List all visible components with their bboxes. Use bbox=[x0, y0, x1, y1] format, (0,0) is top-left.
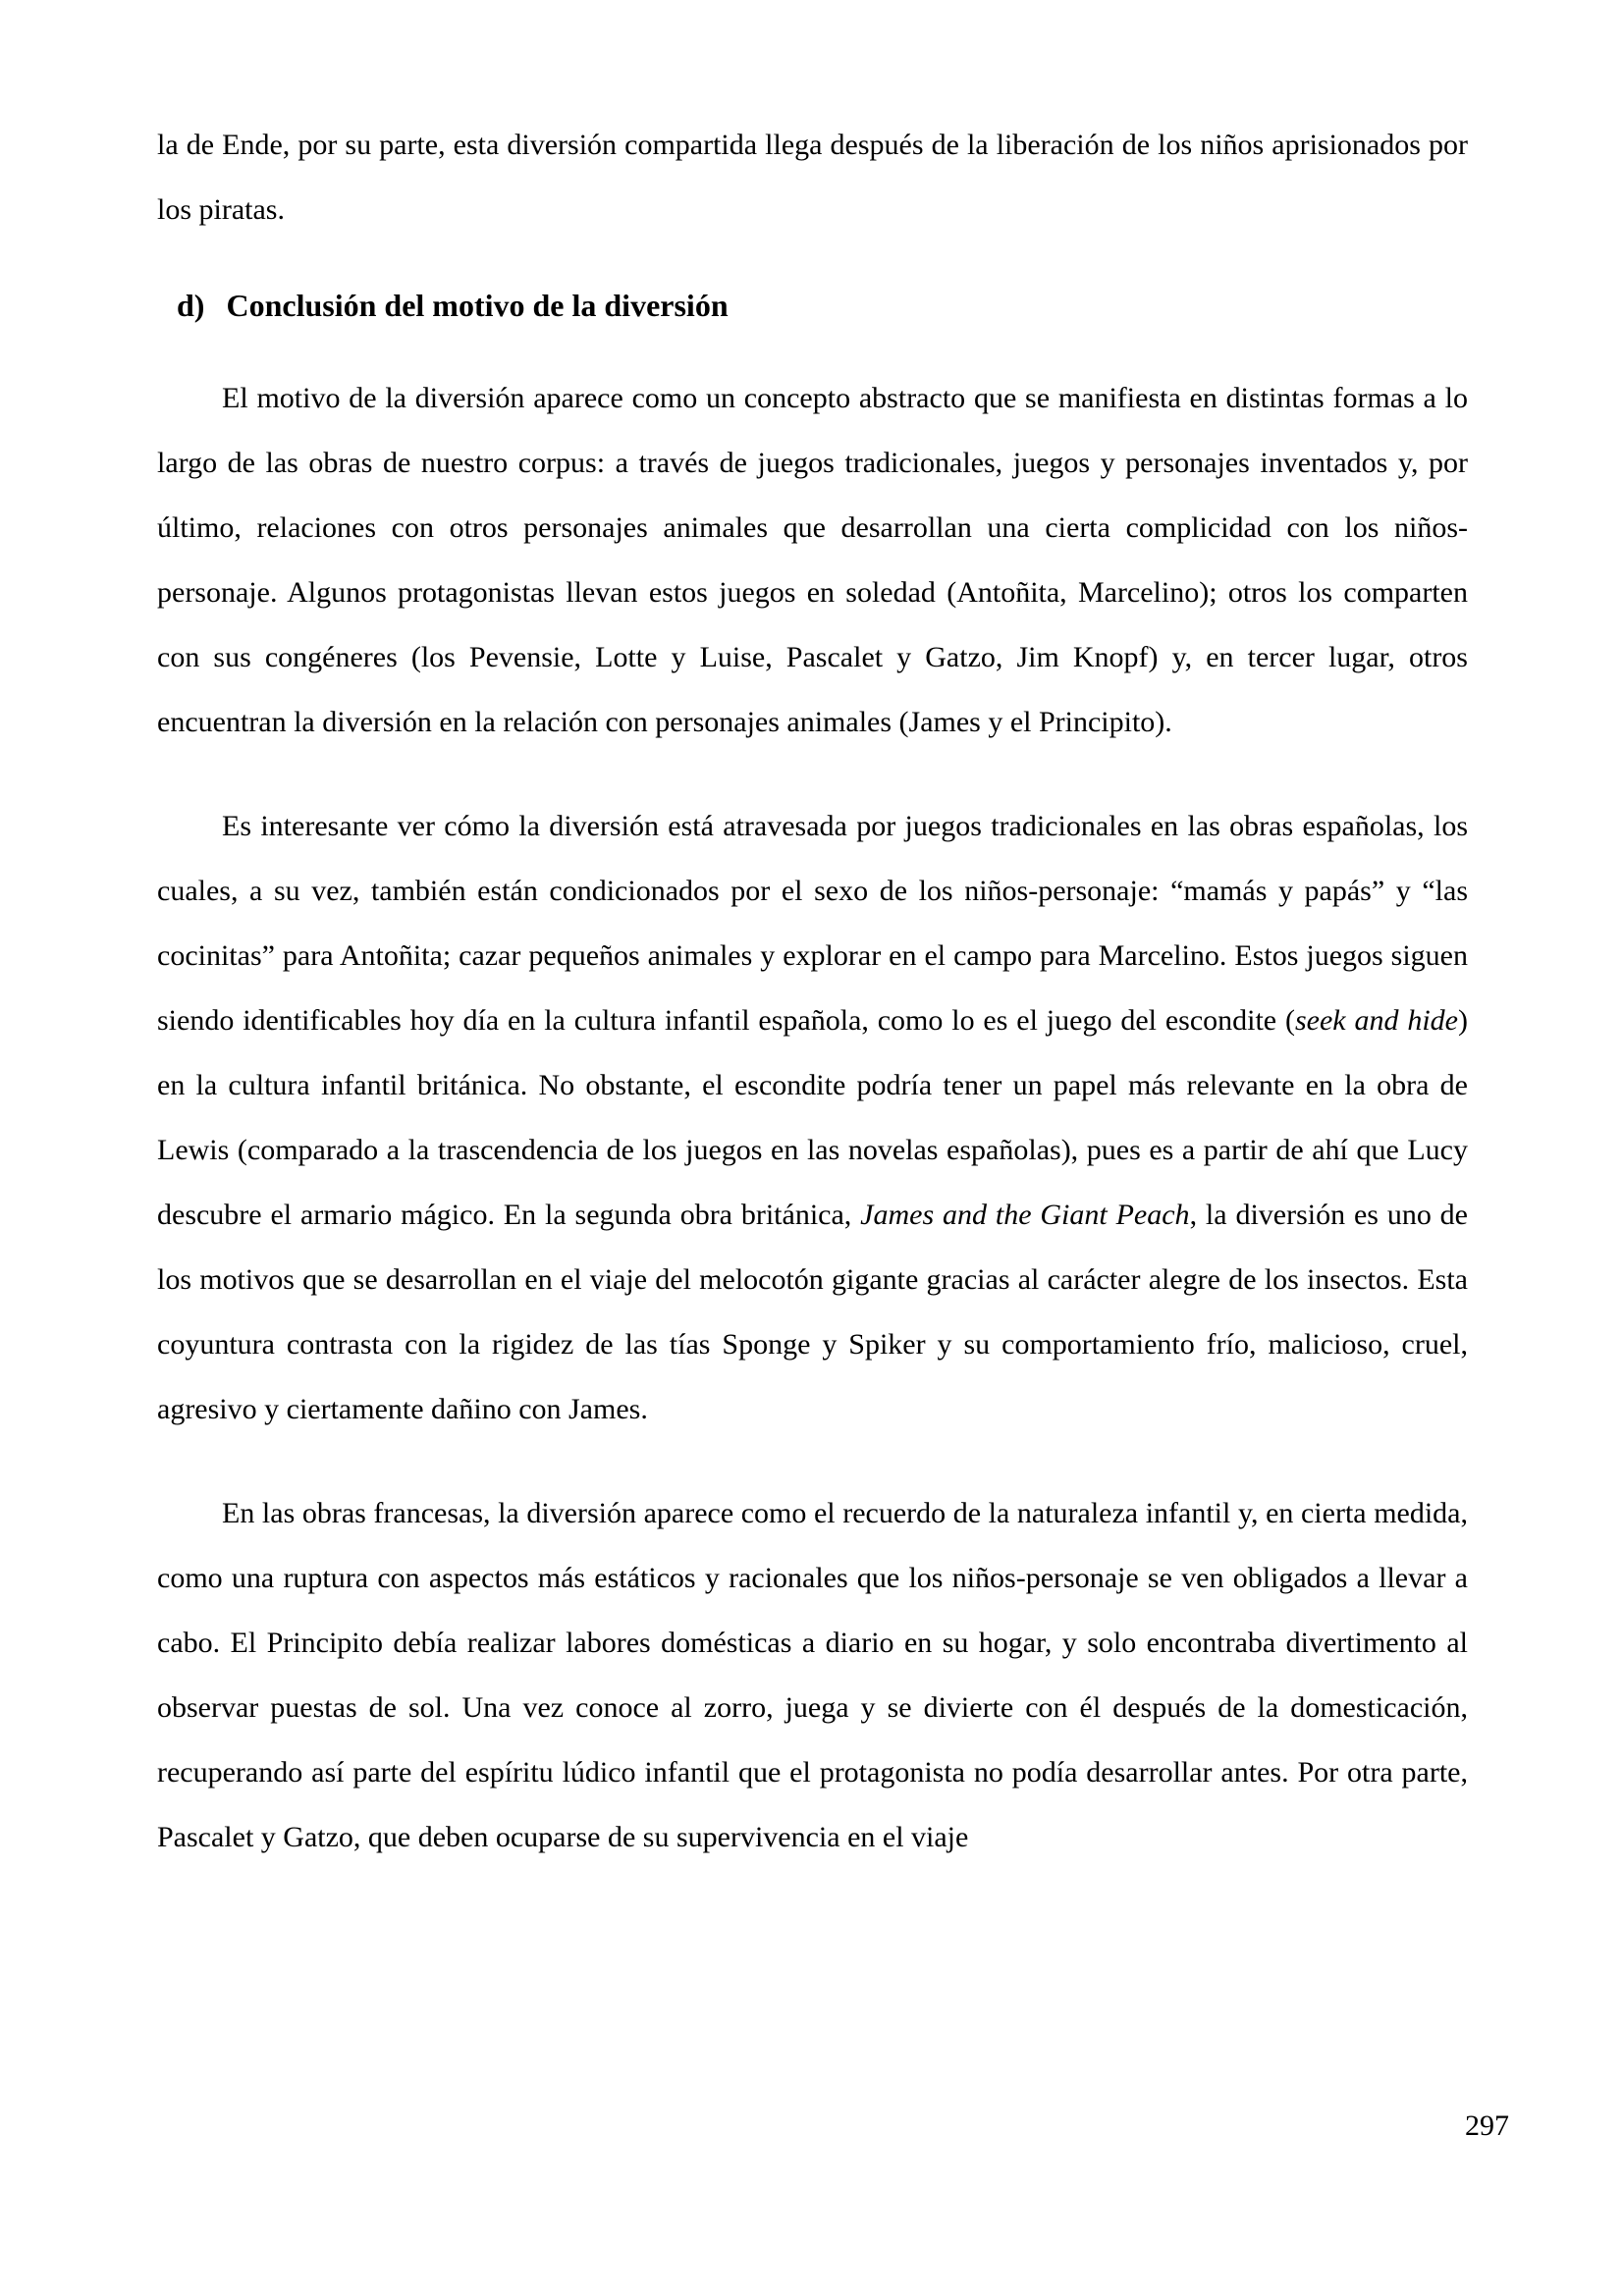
text-segment: En las obras francesas, la diversión aparece como el recuerdo de la naturaleza infantil y, en cierta medida, como una ruptura con aspectos más estáticos y racionales que los niños-personaje se ven obligados a llevar a cabo. El Principito debía realizar labores domésticas a diario en su hogar, y solo encontraba divertimento al observar puestas de sol. Una vez conoce al zorro, juega y se divierte con él después de la domesticación, recuperando así parte del espíritu lúdico infantil que el protagonista no podía desarrollar antes. Por otra parte, Pascalet y Gatzo, que deben ocuparse de su supervivencia en el viaje bbox=[157, 1497, 1468, 1853]
paragraph bbox=[157, 1481, 1468, 1870]
paragraph bbox=[157, 366, 1468, 755]
paragraph bbox=[157, 794, 1468, 1442]
text-segment: El motivo de la diversión aparece como un concepto abstracto que se manifiesta en distintas formas a lo largo de las obras de nuestro corpus: a través de juegos tradicionales, juegos y personajes inventados y, por último, relaciones con otros personajes animales que desarrollan una cierta complicidad con los niños-personaje. Algunos protagonistas llevan estos juegos en soledad (Antoñita, Marcelino); otros los comparten con sus congéneres (los Pevensie, Lotte y Luise, Pascalet y Gatzo, Jim Knopf) y, en tercer lugar, otros encuentran la diversión en la relación con personajes animales (James y el Principito). bbox=[157, 382, 1468, 738]
text-segment: la de Ende, por su parte, esta diversión compartida llega después de la liberación de los niños aprisionados por los piratas. bbox=[157, 129, 1468, 226]
text-segment-italic: James and the Giant Peach bbox=[860, 1199, 1190, 1231]
page-number: 297 bbox=[1465, 2109, 1509, 2142]
text-segment-italic: seek and hide bbox=[1294, 1004, 1458, 1037]
paragraph-continuation bbox=[157, 113, 1468, 242]
section-heading-title: Conclusión del motivo de la diversión bbox=[226, 288, 729, 323]
text-segment: , la diversión es uno de los motivos que se desarrollan en el viaje del melocotón gigante gracias al carácter alegre de los insectos. Esta coyuntura contrasta con la rigidez de las tías Sponge y Spiker y su comportamiento frío, malicioso, cruel, agresivo y ciertamente dañino con James. bbox=[157, 1199, 1469, 1425]
text-segment: ) en la cultura infantil británica. No obstante, el escondite podría tener un papel más relevante en la obra de Lewis (comparado a la trascendencia de los juegos en las novelas españolas), pues es a partir de ahí que Lucy descubre el armario mágico. En la segunda obra británica, bbox=[157, 1004, 1468, 1231]
section-heading-label: d) bbox=[177, 288, 205, 323]
page-body bbox=[157, 113, 1468, 1870]
section-heading bbox=[177, 284, 1468, 327]
text-segment: Es interesante ver cómo la diversión está atravesada por juegos tradicionales en las obras españolas, los cuales, a su vez, también están condicionados por el sexo de los niños-personaje: “mamás y papás” y “las cocinitas” para Antoñita; cazar pequeños animales y explorar en el campo para Marcelino. Estos juegos siguen siendo identificables hoy día en la cultura infantil española, como lo es el juego del escondite ( bbox=[157, 810, 1468, 1037]
